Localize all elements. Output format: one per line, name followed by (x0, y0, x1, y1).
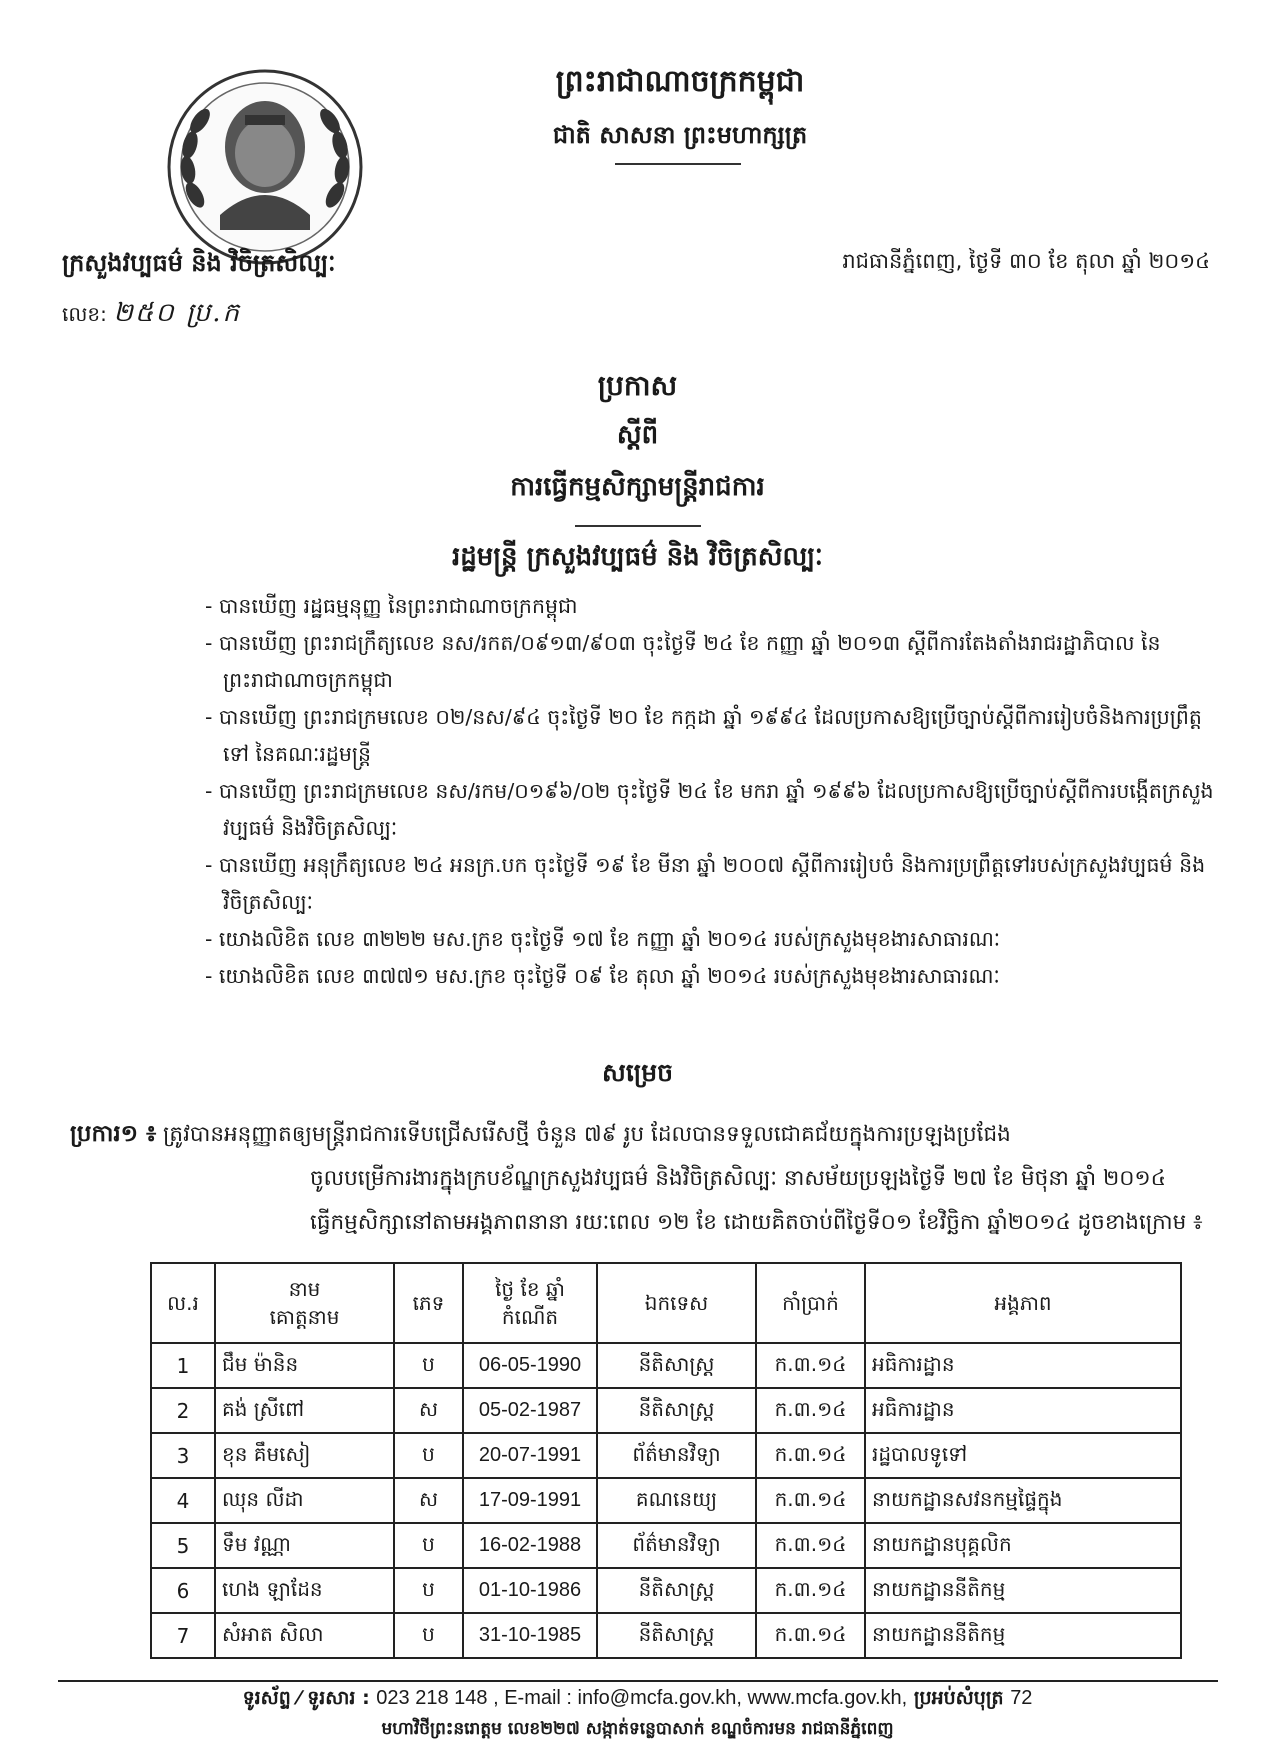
cell-grade: ក.៣.១៤ (756, 1568, 865, 1613)
cell-name: គង់ ស្រីពៅ (215, 1388, 394, 1433)
cell-unit: នាយកដ្ឋានសវនកម្មផ្ទៃក្នុង (865, 1478, 1181, 1523)
cell-dob: 06-05-1990 (463, 1343, 597, 1388)
article-1-text-1: ត្រូវបានអនុញ្ញាតឲ្យមន្ត្រីរាជការទើបជ្រើសរើសថ្មី ចំនួន ៧៩ រូប ដែលបានទទួលជោគជ័យក្នុងការប្រឡងប្រជែង (163, 1122, 1011, 1147)
reference-value: ២៥០ ប្រ.ក (113, 298, 241, 328)
cell-sex: ប (394, 1523, 463, 1568)
cell-no: 6 (151, 1568, 215, 1613)
decision-heading: សម្រេច (602, 1058, 673, 1087)
ministry-seal (150, 55, 380, 275)
issuer-heading: រដ្ឋមន្ត្រី ក្រសួងវប្បធម៌ និង វិចិត្រសិល្បៈ (452, 542, 823, 572)
header-name-line2: គោត្តនាម (269, 1305, 340, 1329)
cell-sex: ប (394, 1613, 463, 1658)
national-motto: ជាតិ សាសនា ព្រះមហាក្សត្រ (552, 121, 808, 149)
article-1-label: ប្រការ១ ៖ (70, 1121, 157, 1147)
cell-unit: អធិការដ្ឋាន (865, 1388, 1181, 1433)
title-divider (575, 525, 701, 527)
cell-specialty: ព័ត៌មានវិទ្យា (597, 1523, 756, 1568)
consideration-item: - បានឃើញ ព្រះរាជក្រមលេខ ០២/នស/៩៤ ចុះថ្ងៃទី ២០ ខែ កក្កដា ឆ្នាំ ១៩៩៤ ដែលប្រកាសឱ្យប្រើច្បាប់ស្តីពីការរៀបចំនិងការប្រព្រឹត្តទៅ នៃគណៈរដ្ឋមន្ត្រី (205, 705, 1202, 766)
article-1-first-line (70, 1112, 1220, 1157)
cell-dob: 16-02-1988 (463, 1523, 597, 1568)
footer-divider (58, 1680, 1218, 1682)
cell-grade: ក.៣.១៤ (756, 1478, 865, 1523)
kingdom-heading: ព្រះរាជាណាចក្រកម្ពុជា (555, 64, 805, 99)
cell-specialty: នីតិសាស្ត្រ (597, 1568, 756, 1613)
cell-sex: ស (394, 1388, 463, 1433)
seal-emblem-icon (150, 55, 380, 275)
header-grade: កាំប្រាក់ (756, 1263, 865, 1343)
cell-sex: ស (394, 1478, 463, 1523)
table-row (151, 1523, 1181, 1568)
cell-no: 3 (151, 1433, 215, 1478)
consideration-item: - បានឃើញ រដ្ឋធម្មនុញ្ញ នៃព្រះរាជាណាចក្រកម្ពុជា (205, 594, 578, 618)
cell-sex: ប (394, 1433, 463, 1478)
consideration-item: - បានឃើញ អនុក្រឹត្យលេខ ២៤ អនក្រ.បក ចុះថ្ងៃទី ១៩ ខែ មីនា ឆ្នាំ ២០០៧ ស្តីពីការរៀបចំ និងការប្រព្រឹត្តទៅរបស់ក្រសួងវប្បធម៌ និងវិចិត្រសិល្បៈ (205, 853, 1206, 914)
header-divider (615, 163, 741, 165)
header-name (215, 1263, 394, 1343)
footer-contacts (0, 1686, 1275, 1714)
cell-grade: ក.៣.១៤ (756, 1523, 865, 1568)
footer-pobox-number: 72 (1010, 1687, 1033, 1709)
cell-unit: អធិការដ្ឋាន (865, 1343, 1181, 1388)
cell-specialty: នីតិសាស្ត្រ (597, 1613, 756, 1658)
consideration-item: - បានឃើញ ព្រះរាជក្រឹត្យលេខ នស/រកត/០៩១៣/៩០៣ ចុះថ្ងៃទី ២៤ ខែ កញ្ញា ឆ្នាំ ២០១៣ ស្តីពីការតែងតាំងរាជរដ្ឋាភិបាល នៃព្រះរាជាណាចក្រកម្ពុជា (205, 631, 1161, 692)
table-row (151, 1568, 1181, 1613)
header-no: ល.រ (151, 1263, 215, 1343)
cell-dob: 05-02-1987 (463, 1388, 597, 1433)
cell-name: ខុន គឹមសៀ (215, 1433, 394, 1478)
cell-unit: នាយកដ្ឋាននីតិកម្ម (865, 1613, 1181, 1658)
cell-specialty: គណនេយ្យ (597, 1478, 756, 1523)
cell-no: 4 (151, 1478, 215, 1523)
table-row (151, 1433, 1181, 1478)
consideration-item: - យោងលិខិត លេខ ៣២២២ មស.ក្រខ ចុះថ្ងៃទី ១៧ ខែ កញ្ញា ឆ្នាំ ២០១៤ របស់ក្រសួងមុខងារសាធារណៈ (205, 927, 1001, 951)
cell-no: 5 (151, 1523, 215, 1568)
cell-specialty: នីតិសាស្ត្រ (597, 1388, 756, 1433)
document-subject: ការធ្វើកម្មសិក្សាមន្ត្រីរាជការ (510, 472, 765, 502)
cell-dob: 17-09-1991 (463, 1478, 597, 1523)
consideration-item: - យោងលិខិត លេខ ៣៧៧១ មស.ក្រខ ចុះថ្ងៃទី ០៩ ខែ តុលា ឆ្នាំ ២០១៤ របស់ក្រសួងមុខងារសាធារណៈ (205, 964, 1000, 988)
cell-name: ជឹម ម៉ានិន (215, 1343, 394, 1388)
cell-dob: 31-10-1985 (463, 1613, 597, 1658)
cell-dob: 01-10-1986 (463, 1568, 597, 1613)
cell-unit: នាយកដ្ឋានបុគ្គលិក (865, 1523, 1181, 1568)
table-row (151, 1613, 1181, 1658)
consideration-item: - បានឃើញ ព្រះរាជក្រមលេខ នស/រកម/០១៩៦/០២ ចុះថ្ងៃទី ២៤ ខែ មករា ឆ្នាំ ១៩៩៦ ដែលប្រកាសឱ្យប្រើច្បាប់ស្តីពីការបង្កើតក្រសួងវប្បធម៌ និងវិចិត្រសិល្បៈ (205, 779, 1214, 840)
cell-grade: ក.៣.១៤ (756, 1613, 865, 1658)
cell-specialty: ព័ត៌មានវិទ្យា (597, 1433, 756, 1478)
considerations-list (205, 588, 1215, 995)
header-sex: ភេទ (394, 1263, 463, 1343)
cell-no: 2 (151, 1388, 215, 1433)
cell-grade: ក.៣.១៤ (756, 1388, 865, 1433)
header-dob (463, 1263, 597, 1343)
cell-sex: ប (394, 1343, 463, 1388)
cell-dob: 20-07-1991 (463, 1433, 597, 1478)
cell-grade: ក.៣.១៤ (756, 1343, 865, 1388)
document-type: ប្រកាស (597, 369, 678, 402)
header-name-line1: នាម (288, 1277, 321, 1301)
article-1-text-2: ចូលបម្រើការងារក្នុងក្របខ័ណ្ឌក្រសួងវប្បធម៌ និងវិចិត្រសិល្បៈ នាសម័យប្រឡងថ្ងៃទី ២៧ ខែ មិថុនា ឆ្នាំ ២០១៤ (310, 1166, 1166, 1191)
footer-pobox-label: ប្រអប់សំបុត្រ (913, 1687, 1004, 1709)
cell-name: សំអាត សិលា (215, 1613, 394, 1658)
trainee-table (150, 1262, 1182, 1659)
header-dob-line2: កំណើត (501, 1305, 559, 1329)
ministry-name: ក្រសួងវប្បធម៌ និង វិចិត្រសិល្បៈ (62, 249, 336, 277)
cell-no: 1 (151, 1343, 215, 1388)
table-row (151, 1478, 1181, 1523)
footer-contact-details: 023 218 148 , E-mail : info@mcfa.gov.kh, www.mcfa.gov.kh, (376, 1687, 908, 1709)
cell-unit: នាយកដ្ឋាននីតិកម្ម (865, 1568, 1181, 1613)
cell-name: ឈុន លីដា (215, 1478, 394, 1523)
header-unit: អង្គភាព (865, 1263, 1181, 1343)
reference-label: លេខ: (62, 302, 107, 326)
table-header-row (151, 1263, 1181, 1343)
table-row (151, 1388, 1181, 1433)
header-specialty: ឯកទេស (597, 1263, 756, 1343)
cell-grade: ក.៣.១៤ (756, 1433, 865, 1478)
cell-name: ហេង ឡាដែន (215, 1568, 394, 1613)
cell-no: 7 (151, 1613, 215, 1658)
cell-sex: ប (394, 1568, 463, 1613)
cell-specialty: នីតិសាស្ត្រ (597, 1343, 756, 1388)
article-1-text-3: ធ្វើកម្មសិក្សានៅតាមអង្គភាពនានា រយៈពេល ១២ ខែ ដោយគិតចាប់ពីថ្ងៃទី០១ ខែវិច្ឆិកា ឆ្នាំ២០១៤ ដូចខាងក្រោម ៖ (310, 1210, 1203, 1235)
header-dob-line1: ថ្ងៃ ខែ ឆ្នាំ (495, 1277, 565, 1301)
footer-phone-label: ទូរស័ព្ទ ⁄ ទូរសារ : (242, 1687, 370, 1709)
place-and-date: រាជធានីភ្នំពេញ, ថ្ងៃទី ៣០ ខែ តុលា ឆ្នាំ ២០១៤ (842, 249, 1210, 273)
article-1 (70, 1112, 1220, 1245)
cell-name: ទឹម វណ្ណា (215, 1523, 394, 1568)
reference-number (62, 296, 241, 334)
footer-address: មហាវិថីព្រះនរោត្តម លេខ២២៧ សង្កាត់ទន្លេបាសាក់ ខណ្ឌចំការមន រាជធានីភ្នំពេញ (381, 1719, 894, 1739)
cell-unit: រដ្ឋបាលទូទៅ (865, 1433, 1181, 1478)
document-about: ស្តីពី (616, 420, 659, 450)
table-row (151, 1343, 1181, 1388)
